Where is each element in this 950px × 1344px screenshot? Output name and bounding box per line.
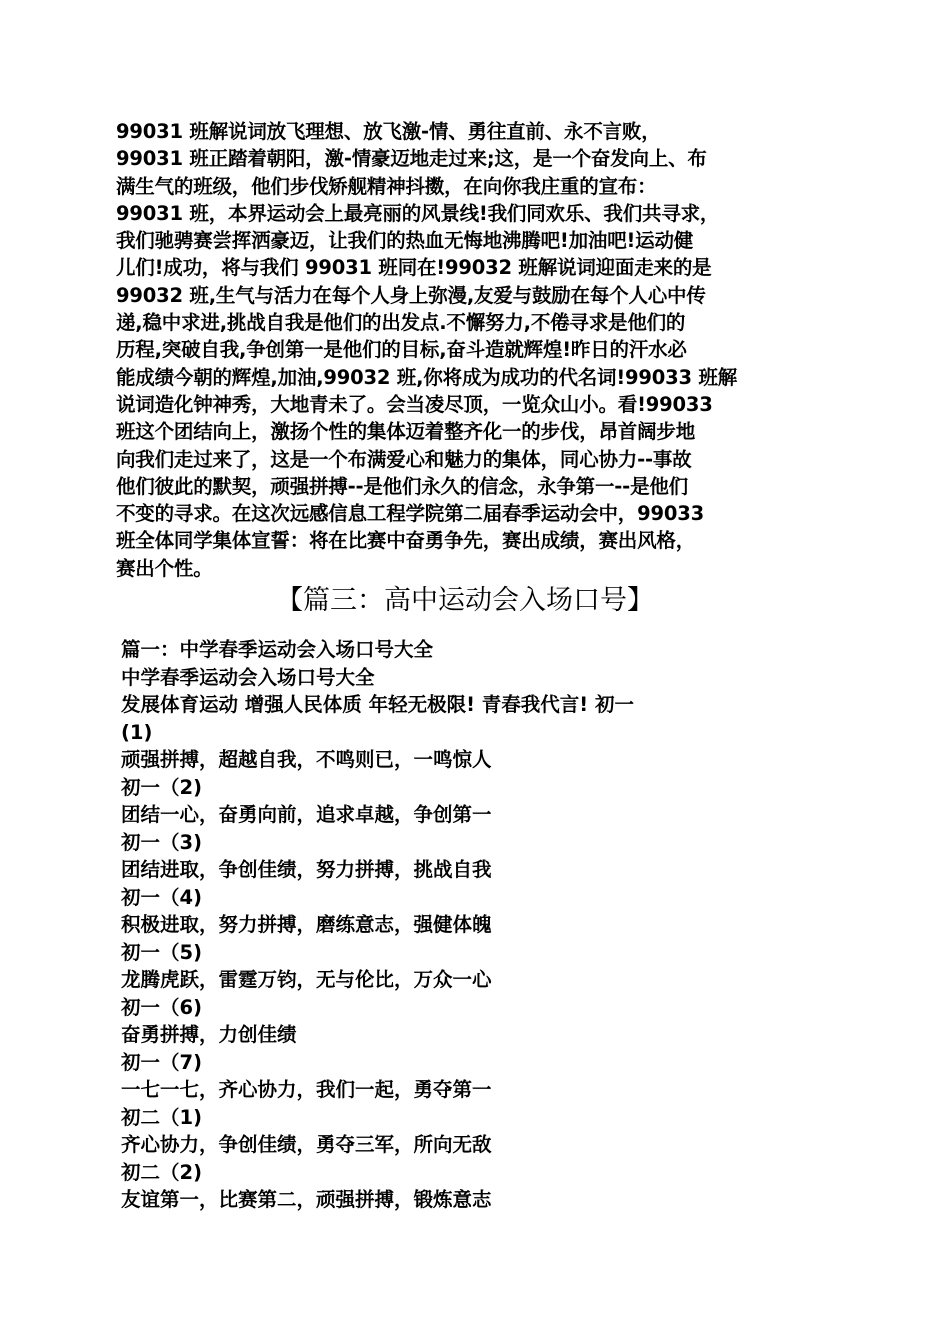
text-line: 99031 班解说词放飞理想、放飞激-情、勇往直前、永不言败， <box>116 120 661 143</box>
slogan-line: 发展体育运动 增强人民体质 年轻无极限! 青春我代言! 初一 <box>121 693 634 716</box>
text-line: 能成绩今朝的辉煌,加油,99032 班,你将成为成功的代名词!99033 班解 <box>116 365 738 389</box>
slogan-line: 初一（6) <box>121 995 202 1019</box>
slogan-line: 初二（1) <box>121 1105 202 1129</box>
text-line: 不变的寻求。在这次远感信息工程学院第二届春季运动会中，99033 <box>116 502 704 526</box>
slogan-line: 初一（7) <box>121 1050 202 1074</box>
text-line: 赛出个性。 <box>116 556 213 580</box>
slogan-line: 初一（4) <box>121 885 202 909</box>
slogan-line: 奋勇拼搏，力创佳绩 <box>121 1023 297 1046</box>
slogan-line: 齐心协力，争创佳绩，勇夺三军，所向无敌 <box>121 1133 492 1156</box>
slogan-line: 初二（2) <box>121 1160 202 1184</box>
slogan-line: 初一（2) <box>121 775 202 799</box>
slogan-line: 顽强拼搏，超越自我，不鸣则已，一鸣惊人 <box>121 748 492 771</box>
slogan-list <box>121 636 821 1214</box>
section-heading: 【篇三：高中运动会入场口号】 <box>276 585 654 616</box>
intro-paragraph <box>116 118 840 582</box>
text-line: 他们彼此的默契，顽强拼搏--是他们永久的信念，永争第一--是他们 <box>116 474 688 498</box>
text-line: 递,稳中求进,挑战自我是他们的出发点.不懈努力,不倦寻求是他们的 <box>116 311 686 335</box>
slogan-line: 龙腾虎跃，雷霆万钧，无与伦比，万众一心 <box>121 968 492 991</box>
slogan-line: 团结进取，争创佳绩，努力拼搏，挑战自我 <box>121 858 492 881</box>
slogan-line: 积极进取，努力拼搏，磨练意志，强健体魄 <box>121 913 492 936</box>
text-line: 满生气的班级，他们步伐矫舰精神抖擞，在向你我庄重的宣布： <box>116 174 657 198</box>
text-line: 99031 班正踏着朝阳，激-情豪迈地走过来;这，是一个奋发向上、布 <box>116 147 707 171</box>
slogan-line: 一七一七，齐心协力，我们一起，勇夺第一 <box>121 1078 492 1101</box>
slogan-line: 初一（5) <box>121 940 202 964</box>
text-line: 99031 班，本界运动会上最亮丽的风景线!我们同欢乐、我们共寻求， <box>116 201 720 225</box>
slogan-line: 友谊第一，比赛第二，顽强拼搏，锻炼意志 <box>121 1188 492 1211</box>
text-line: 班这个团结向上，激扬个性的集体迈着整齐化一的步伐，昂首阔步地 <box>116 420 696 444</box>
text-line: 儿们!成功，将与我们 99031 班同在!99032 班解说词迎面走来的是 <box>116 256 712 280</box>
text-line: 历程,突破自我,争创第一是他们的目标,奋斗造就辉煌!昨日的汗水必 <box>116 338 687 362</box>
text-line: 说词造化钟神秀，大地青未了。会当凌尽顶，一览众山小。看!99033 <box>116 392 713 416</box>
slogan-line: 篇一：中学春季运动会入场口号大全 <box>121 638 434 661</box>
text-line: 99032 班,生气与活力在每个人身上弥漫,友爱与鼓励在每个人心中传 <box>116 283 706 307</box>
text-line: 班全体同学集体宣誓：将在比赛中奋勇争先，赛出成绩，赛出风格， <box>116 529 696 553</box>
slogan-line: 初一（3) <box>121 830 202 854</box>
text-line: 向我们走过来了，这是一个布满爱心和魅力的集体，同心协力--事故 <box>116 447 692 471</box>
text-line: 我们驰骋赛尝挥洒豪迈，让我们的热血无悔地沸腾吧!加油吧!运动健 <box>116 229 694 253</box>
slogan-line: (1) <box>121 720 153 744</box>
slogan-line: 团结一心，奋勇向前，追求卓越，争创第一 <box>121 803 492 826</box>
slogan-line: 中学春季运动会入场口号大全 <box>121 665 375 689</box>
